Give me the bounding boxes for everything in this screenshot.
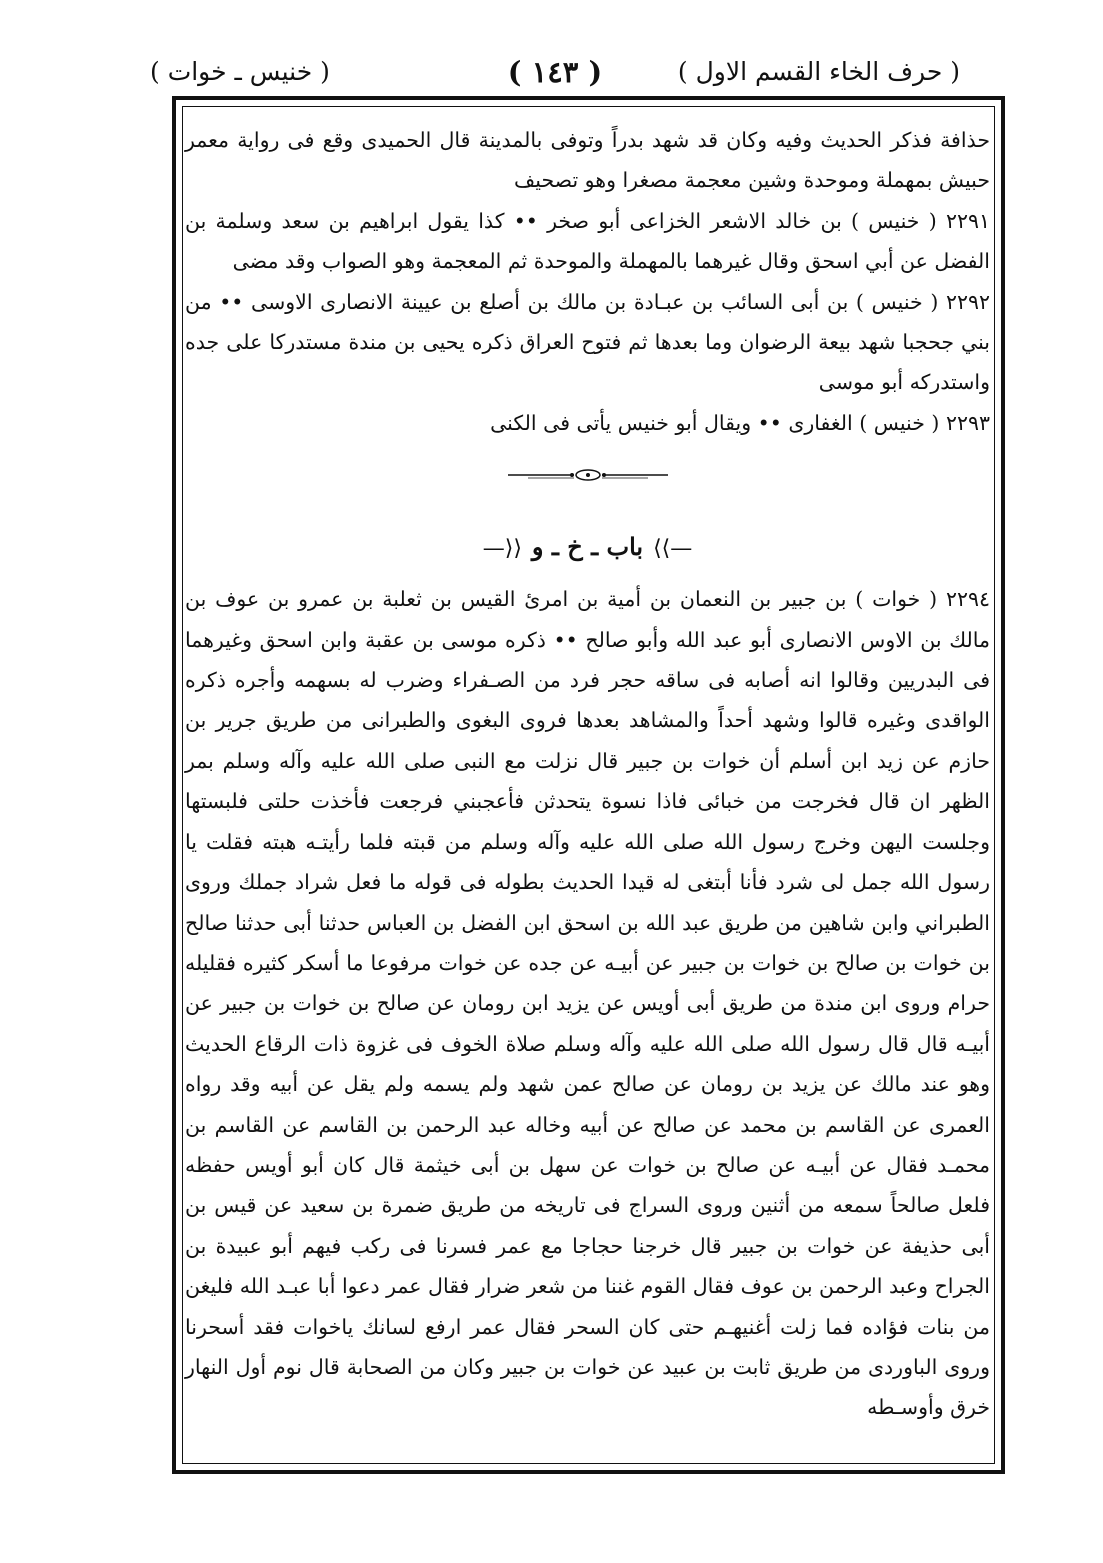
- page-header: [150, 48, 960, 98]
- divider-ornament-icon: [508, 465, 668, 485]
- entry-2294: ٢٢٩٤ ( خوات ) بن جبير بن النعمان بن أمية بن امرئ القيس بن ثعلبة بن عمرو بن عوف بن مالك بن الاوس الانصارى أبو عبد الله وأبو صالح •• ذكره موسى بن عقبة وابن اسحق وغيرهما فى البدريين وقالوا انه أصابه فى ساقه حجر فرد من الصـفراء وضرب له بسهمه وأجره ذكره الواقدى وغيره قالوا وشهد أحداً والمشاهد بعدها فروى البغوى والطبرانى من طريق جرير بن حازم عن زيد ابن أسلم أن خوات بن جبير قال نزلت مع النبى صلى الله عليه وآله وسلم بمر الظهر ان قال فخرجت من خبائى فاذا نسوة يتحدثن فأعجبني فرجعت فأخذت حلتى فلبستها وجلست اليهن وخرج رسول الله صلى الله عليه وآله وسلم من قبته فلما رأيتـه هبته فقلت يا رسول الله جمل لى شرد فأنا أبتغى له قيدا الحديث بطوله فى قوله ما فعل شراد جملك وروى الطبراني وابن شاهين من طريق عبد الله بن اسحق ابن الفضل بن العباس حدثنا أبى حدثنا صالح بن خوات بن صالح بن خوات بن جبير عن أبيـه عن جده عن خوات مرفوعا ما أسكر كثيره فقليله حرام وروى ابن مندة من طريق أبى أويس عن يزيد ابن رومان عن صالح بن خوات بن جبير عن أبيـه قال قال رسول الله صلى الله عليه وآله وسلم صلاة الخوف فى غزوة ذات الرقاع الحديث وهو عند مالك عن يزيد بن رومان عن صالح عمن شهد ولم يسمه ولم يقل عن أبيه وقد رواه العمرى عن القاسم بن محمد عن صالح عن أبيه وخاله عبد الرحمن بن القاسم عن القاسم بن محمـد فقال عن أبيـه عن صالح بن خوات عن سهل بن أبى خيثمة قال كان أبو أويس حفظه فلعل صالحاً سمعه من أثنين وروى السراج فى تاريخه من طريق ضمرة بن سعيد عن قيس بن أبى حذيفة عن خوات بن جبير قال خرجنا حجاجا مع عمر فسرنا فى ركب فيهم أبو عبيدة بن الجراح وعبد الرحمن بن عوف فقال القوم غننا من شعر ضرار فقال عمر دعوا أبا عبـد الله فليغن من بنات فؤاده فما زلت أغنيهـم حتى كان السحر فقال عمر ارفع لسانك ياخوات فقد أسحرنا وروى الباوردى من طريق ثابت بن عبيد عن خوات بن جبير وكان من الصحابة قال نوم أول النهار خرق وأوسـطه: [185, 587, 990, 1420]
- chapter-heading: [185, 523, 990, 579]
- paragraph-continuation: حذافة فذكر الحديث وفيه وكان قد شهد بدراً وتوفى بالمدينة قال الحميدى وقع فى رواية معمر حبيش بمهملة وموحدة وشين معجمة مصغرا وهو تصحيف: [185, 128, 990, 193]
- header-entry-range: ( خنيس ـ خوات ): [150, 57, 330, 86]
- page-number: ( ١٤٣ ): [507, 55, 603, 89]
- entry-2291: ٢٢٩١ ( خنيس ) بن خالد الاشعر الخزاعى أبو صخر •• كذا يقول ابراهيم بن سعد وسلمة بن الفضل عن أبي اسحق وقال غيرهما بالمهملة والموحدة ثم المعجمة وهو الصواب وقد مضى: [185, 208, 990, 274]
- page-body: [185, 120, 990, 1428]
- section-divider-ornament: [185, 443, 990, 523]
- heading-ornament-left-icon: ⟨⟨—: [482, 536, 522, 562]
- heading-ornament-right-icon: —⟩⟩: [653, 536, 693, 562]
- entry-2292: ٢٢٩٢ ( خنيس ) بن أبى السائب بن عبـادة بن مالك بن أصلع بن عيينة الانصارى الاوسى •• من بني جحجبا شهد بيعة الرضوان وما بعدها ثم فتوح العراق ذكره يحيى بن مندة مستدركا على جده واستدركه أبو موسى: [185, 289, 990, 395]
- header-section-title: ( حرف الخاء القسم الاول ): [677, 57, 960, 86]
- entry-2293: ٢٢٩٣ ( خنيس ) الغفارى •• ويقال أبو خنيس يأتى فى الكنى: [490, 410, 990, 435]
- chapter-heading-text: باب ـ خ ـ و: [531, 532, 644, 562]
